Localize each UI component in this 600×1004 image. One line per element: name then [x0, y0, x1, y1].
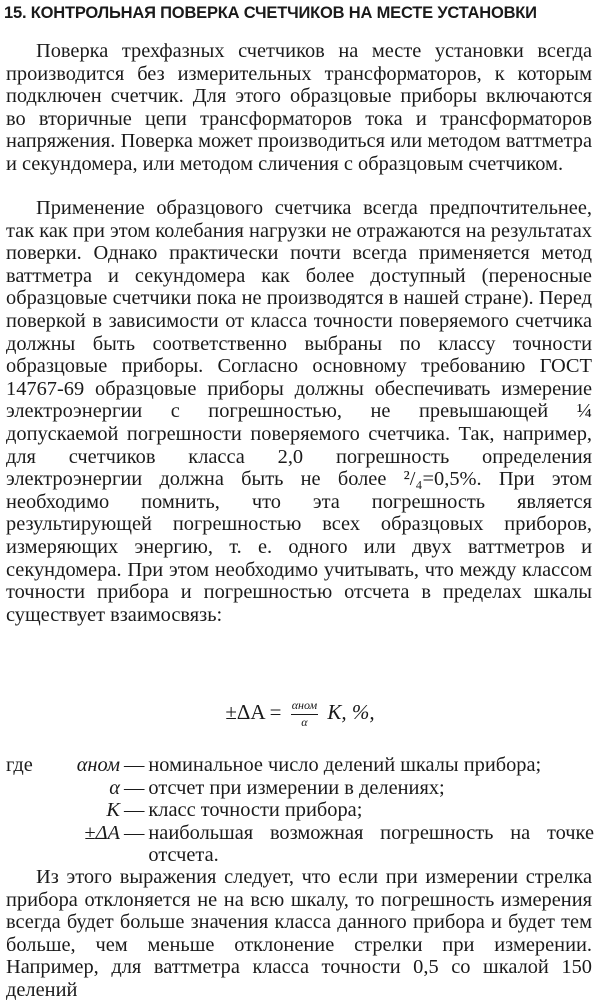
definition-row [6, 777, 594, 800]
definition-text: наибольшая возможная погрешность на точке отсчета. [148, 821, 594, 867]
definition-symbol: αном [76, 754, 120, 776]
paragraph-verification-methods: Поверка трехфазных счетчиков на месте установки всегда производится без измерительных трансформаторов, к которым подключен счетчик. Для этого образцовые приборы включаются во вторичные цепи трансформаторов тока и трансформаторов напряжения. Поверка может производиться или методом ваттметра и секундомера, или методом сличения с образцовым счетчиком. [6, 40, 592, 175]
section-heading: 15. КОНТРОЛЬНАЯ ПОВЕРКА СЧЕТЧИКОВ НА МЕСТЕ УСТАНОВКИ [4, 4, 537, 22]
definition-symbol: K [106, 799, 120, 822]
definition-symbol: ±ΔA [84, 821, 120, 844]
formula-lhs: ±ΔA = [225, 700, 282, 724]
definition-text: класс точности прибора; [148, 799, 363, 822]
error-formula [0, 694, 600, 730]
paragraph-conclusion: Из этого выражения следует, что если при измерении стрелка прибора отклоняется не на всю шкалу, то погрешность измерения всегда будет больше значения класса данного прибора и будет тем больше, чем меньше отклонение стрелки при измерении. Например, для ваттметра класса точности 0,5 со шкалой 150 делений [6, 866, 592, 1001]
definition-dash: — [124, 821, 145, 844]
formula-denominator: α [301, 715, 308, 730]
symbol-definitions [6, 754, 594, 867]
definition-text: номинальное число делений шкалы прибора; [148, 754, 542, 776]
paragraph-reference-meter: Применение образцового счетчика всегда предпочтительнее, так как при этом колебания нагрузки не отражаются на результатах поверки. Однако практически почти всегда применяется метод ваттметра и секундомера как более доступный (переносные образцовые счетчики пока не производятся в нашей стране). Перед поверкой в зависимости от класса точности поверяемого счетчика должны быть соответственно выбраны по классу точности образцовые приборы. Согласно основному требованию ГОСТ 14767-69 образцовые приборы должны обеспечивать измерение электроэнергии с погрешностью, не превышающей ¼ допускаемой погрешности поверяемого счетчика. Так, например, для счетчиков класса 2,0 погрешность определения электроэнергии должна быть не более ²/₄=0,5%. При этом необходимо помнить, что эта погрешность является результирующей погрешностью всех образцовых приборов, измеряющих энергию, т. е. одного или двух ваттметров и секундомера. При этом необходимо учитывать, что между классом точности прибора и погрешностью отсчета в пределах шкалы существует взаимосвязь: [6, 197, 592, 626]
definition-row [6, 754, 594, 777]
formula-fraction [291, 699, 318, 729]
definition-row [6, 822, 594, 867]
definition-row [6, 799, 594, 822]
definition-dash: — [124, 776, 145, 799]
definition-dash: — [124, 799, 145, 822]
definition-lead: где [6, 754, 33, 776]
definition-dash: — [124, 754, 145, 776]
formula-rhs: K, %, [327, 700, 375, 724]
definition-symbol: α [109, 776, 120, 799]
formula-numerator: αном [291, 699, 318, 715]
definition-text: отсчет при измерении в делениях; [148, 776, 445, 799]
